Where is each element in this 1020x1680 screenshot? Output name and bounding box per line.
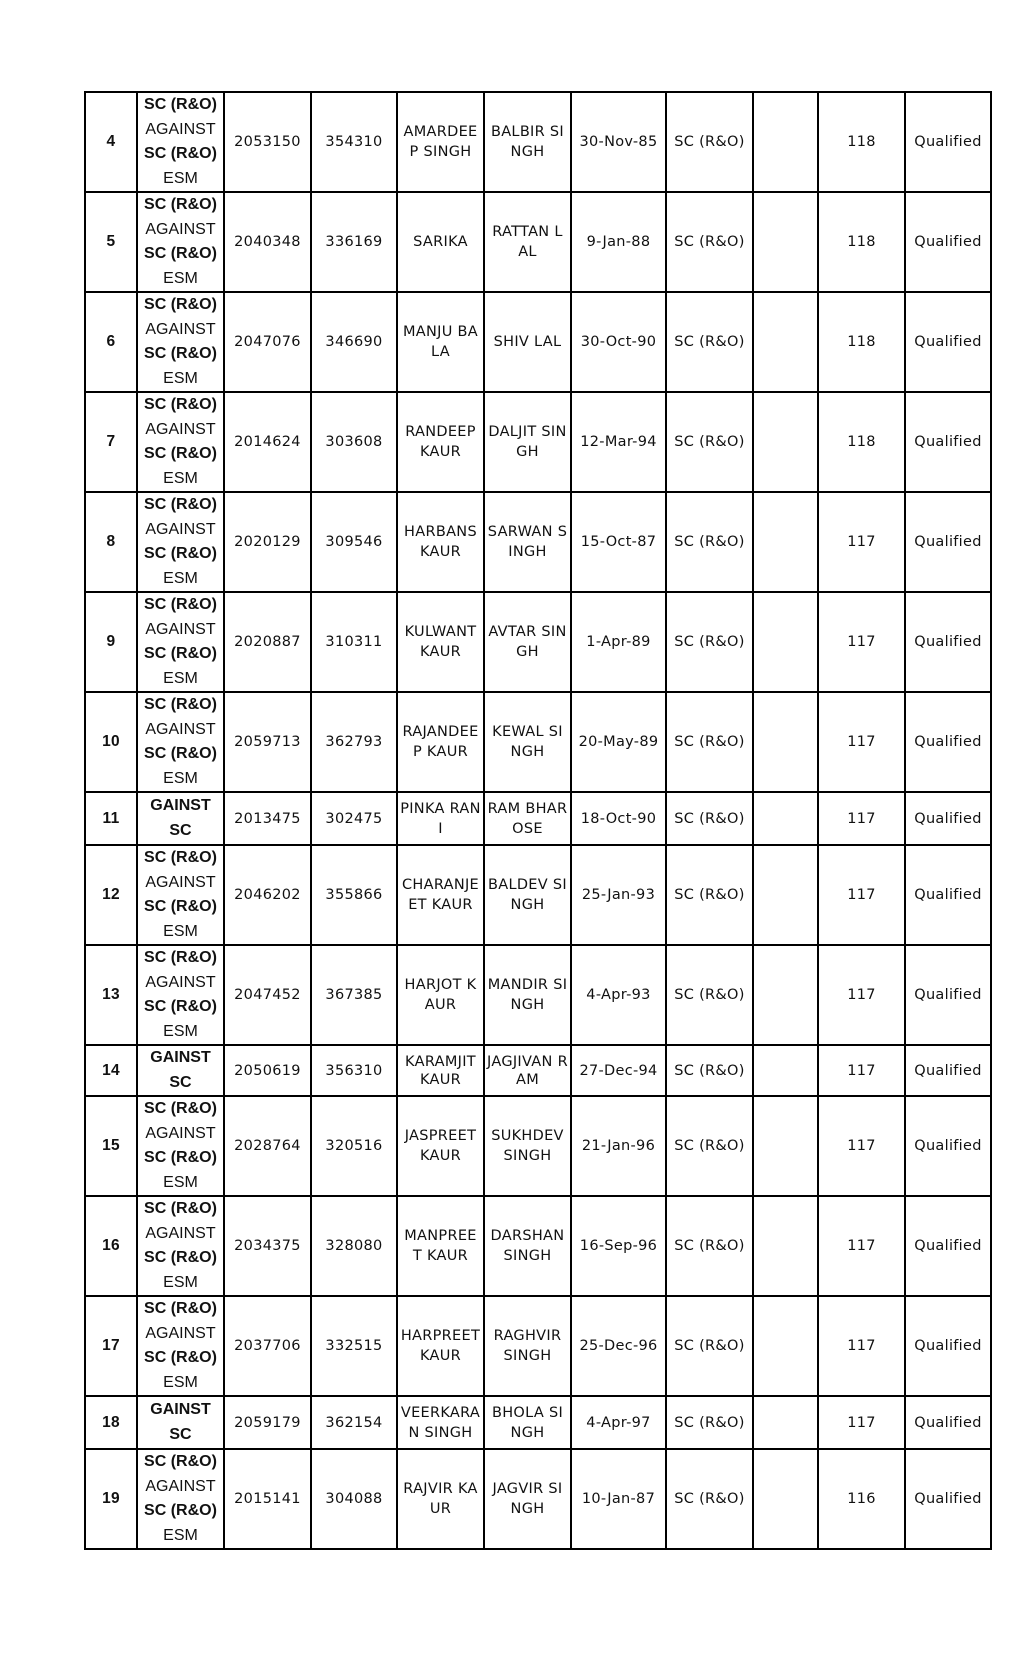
application-number-cell: 309546 (311, 492, 397, 592)
date-of-birth-cell: 20-May-89 (571, 692, 666, 792)
roll-number-cell: 2034375 (224, 1196, 311, 1296)
roll-number-cell: 2053150 (224, 92, 311, 192)
empty-cell (753, 192, 818, 292)
result-cell: Qualified (905, 1045, 991, 1096)
father-name-cell: RAM BHAROSE (484, 792, 571, 845)
table-row (85, 592, 991, 692)
category-line: AGAINST (145, 320, 216, 338)
roll-number-cell: 2040348 (224, 192, 311, 292)
base-category-cell: SC (R&O) (666, 692, 753, 792)
serial-number-cell: 15 (85, 1096, 137, 1196)
category-line: SC (R&O) (144, 949, 217, 966)
category-line: ESM (163, 922, 198, 940)
category-line: SC (R&O) (144, 1453, 217, 1470)
category-line: ESM (163, 469, 198, 487)
serial-number-cell: 10 (85, 692, 137, 792)
base-category-cell: SC (R&O) (666, 392, 753, 492)
category-line: AGAINST (145, 1324, 216, 1342)
category-line: ESM (163, 369, 198, 387)
table-row (85, 792, 991, 845)
father-name-cell: DARSHAN SINGH (484, 1196, 571, 1296)
serial-number-cell: 14 (85, 1045, 137, 1096)
empty-cell (753, 1396, 818, 1449)
result-cell: Qualified (905, 592, 991, 692)
candidate-name-cell: PINKA RANI (397, 792, 484, 845)
serial-number-cell: 8 (85, 492, 137, 592)
category-line: AGAINST (145, 873, 216, 891)
base-category-cell: SC (R&O) (666, 1449, 753, 1549)
empty-cell (753, 1449, 818, 1549)
candidate-name-cell: JASPREET KAUR (397, 1096, 484, 1196)
category-cell (137, 1045, 224, 1096)
application-number-cell: 302475 (311, 792, 397, 845)
category-line: SC (R&O) (144, 245, 217, 262)
result-cell: Qualified (905, 392, 991, 492)
marks-cell: 117 (818, 1296, 905, 1396)
category-line: SC (R&O) (144, 1100, 217, 1117)
base-category-cell: SC (R&O) (666, 592, 753, 692)
table-row (85, 1396, 991, 1449)
category-line: SC (R&O) (144, 898, 217, 915)
father-name-cell: JAGVIR SINGH (484, 1449, 571, 1549)
serial-number-cell: 5 (85, 192, 137, 292)
marks-cell: 117 (818, 792, 905, 845)
candidate-name-cell: MANPREET KAUR (397, 1196, 484, 1296)
category-line: SC (R&O) (144, 1300, 217, 1317)
category-cell (137, 1196, 224, 1296)
application-number-cell: 355866 (311, 845, 397, 945)
roll-number-cell: 2014624 (224, 392, 311, 492)
category-cell (137, 192, 224, 292)
base-category-cell: SC (R&O) (666, 845, 753, 945)
date-of-birth-cell: 27-Dec-94 (571, 1045, 666, 1096)
candidate-name-cell: HARPREET KAUR (397, 1296, 484, 1396)
result-cell: Qualified (905, 1449, 991, 1549)
empty-cell (753, 392, 818, 492)
date-of-birth-cell: 12-Mar-94 (571, 392, 666, 492)
roll-number-cell: 2015141 (224, 1449, 311, 1549)
marks-cell: 117 (818, 692, 905, 792)
roll-number-cell: 2047076 (224, 292, 311, 392)
category-line: SC (R&O) (144, 496, 217, 513)
category-cell (137, 292, 224, 392)
application-number-cell: 332515 (311, 1296, 397, 1396)
base-category-cell: SC (R&O) (666, 1196, 753, 1296)
category-line: AGAINST (145, 620, 216, 638)
date-of-birth-cell: 30-Oct-90 (571, 292, 666, 392)
category-line: SC (R&O) (144, 596, 217, 613)
category-line: SC (R&O) (144, 396, 217, 413)
roll-number-cell: 2047452 (224, 945, 311, 1045)
candidate-name-cell: RANDEEP KAUR (397, 392, 484, 492)
marks-cell: 117 (818, 592, 905, 692)
candidate-name-cell: HARBANS KAUR (397, 492, 484, 592)
base-category-cell: SC (R&O) (666, 792, 753, 845)
date-of-birth-cell: 4-Apr-93 (571, 945, 666, 1045)
table-row (85, 945, 991, 1045)
result-cell: Qualified (905, 1396, 991, 1449)
marks-cell: 118 (818, 392, 905, 492)
candidate-name-cell: KULWANT KAUR (397, 592, 484, 692)
application-number-cell: 310311 (311, 592, 397, 692)
father-name-cell: SARWAN SINGH (484, 492, 571, 592)
category-cell (137, 492, 224, 592)
category-line: SC (R&O) (144, 849, 217, 866)
marks-cell: 117 (818, 1396, 905, 1449)
category-cell (137, 792, 224, 845)
candidate-name-cell: SARIKA (397, 192, 484, 292)
category-cell (137, 1296, 224, 1396)
category-cell (137, 945, 224, 1045)
application-number-cell: 356310 (311, 1045, 397, 1096)
base-category-cell: SC (R&O) (666, 1045, 753, 1096)
category-line: SC (R&O) (144, 696, 217, 713)
application-number-cell: 362793 (311, 692, 397, 792)
candidate-name-cell: CHARANJEET KAUR (397, 845, 484, 945)
table-row (85, 392, 991, 492)
father-name-cell: DALJIT SINGH (484, 392, 571, 492)
category-cell (137, 692, 224, 792)
empty-cell (753, 92, 818, 192)
table-row (85, 1096, 991, 1196)
base-category-cell: SC (R&O) (666, 492, 753, 592)
category-line: SC (R&O) (144, 196, 217, 213)
base-category-cell: SC (R&O) (666, 92, 753, 192)
result-cell: Qualified (905, 492, 991, 592)
base-category-cell: SC (R&O) (666, 945, 753, 1045)
table-row (85, 1296, 991, 1396)
empty-cell (753, 1096, 818, 1196)
father-name-cell: RATTAN LAL (484, 192, 571, 292)
category-line: SC (R&O) (144, 545, 217, 562)
marks-cell: 117 (818, 1096, 905, 1196)
results-table (84, 91, 992, 1550)
category-line: SC (R&O) (144, 1200, 217, 1217)
candidate-name-cell: KARAMJIT KAUR (397, 1045, 484, 1096)
father-name-cell: RAGHVIR SINGH (484, 1296, 571, 1396)
category-cell (137, 392, 224, 492)
empty-cell (753, 492, 818, 592)
serial-number-cell: 18 (85, 1396, 137, 1449)
roll-number-cell: 2020129 (224, 492, 311, 592)
category-line: ESM (163, 1173, 198, 1191)
date-of-birth-cell: 1-Apr-89 (571, 592, 666, 692)
category-line: SC (R&O) (144, 445, 217, 462)
table-row (85, 292, 991, 392)
category-cell (137, 92, 224, 192)
date-of-birth-cell: 25-Dec-96 (571, 1296, 666, 1396)
base-category-cell: SC (R&O) (666, 192, 753, 292)
candidate-name-cell: MANJU BALA (397, 292, 484, 392)
result-cell: Qualified (905, 1196, 991, 1296)
table-row (85, 92, 991, 192)
empty-cell (753, 292, 818, 392)
serial-number-cell: 7 (85, 392, 137, 492)
category-line: AGAINST (145, 420, 216, 438)
category-line: SC (R&O) (144, 1249, 217, 1266)
father-name-cell: MANDIR SINGH (484, 945, 571, 1045)
roll-number-cell: 2059713 (224, 692, 311, 792)
date-of-birth-cell: 25-Jan-93 (571, 845, 666, 945)
father-name-cell: BHOLA SINGH (484, 1396, 571, 1449)
category-line: SC (R&O) (144, 645, 217, 662)
application-number-cell: 362154 (311, 1396, 397, 1449)
date-of-birth-cell: 15-Oct-87 (571, 492, 666, 592)
empty-cell (753, 592, 818, 692)
marks-cell: 117 (818, 845, 905, 945)
serial-number-cell: 9 (85, 592, 137, 692)
empty-cell (753, 1045, 818, 1096)
marks-cell: 117 (818, 1196, 905, 1296)
category-cell (137, 1096, 224, 1196)
result-cell: Qualified (905, 1096, 991, 1196)
category-cell (137, 1396, 224, 1449)
serial-number-cell: 4 (85, 92, 137, 192)
table-row (85, 845, 991, 945)
application-number-cell: 304088 (311, 1449, 397, 1549)
date-of-birth-cell: 16-Sep-96 (571, 1196, 666, 1296)
category-line: ESM (163, 1022, 198, 1040)
serial-number-cell: 16 (85, 1196, 137, 1296)
base-category-cell: SC (R&O) (666, 1096, 753, 1196)
father-name-cell: BALBIR SINGH (484, 92, 571, 192)
application-number-cell: 354310 (311, 92, 397, 192)
date-of-birth-cell: 30-Nov-85 (571, 92, 666, 192)
result-cell: Qualified (905, 192, 991, 292)
category-line: AGAINST (145, 720, 216, 738)
roll-number-cell: 2020887 (224, 592, 311, 692)
category-line: GAINST SC (150, 797, 211, 839)
application-number-cell: 328080 (311, 1196, 397, 1296)
category-line: SC (R&O) (144, 145, 217, 162)
candidate-name-cell: HARJOT KAUR (397, 945, 484, 1045)
result-cell: Qualified (905, 792, 991, 845)
marks-cell: 116 (818, 1449, 905, 1549)
empty-cell (753, 945, 818, 1045)
table-row (85, 1449, 991, 1549)
category-line: ESM (163, 669, 198, 687)
table-row (85, 692, 991, 792)
marks-cell: 117 (818, 1045, 905, 1096)
result-cell: Qualified (905, 845, 991, 945)
empty-cell (753, 1196, 818, 1296)
father-name-cell: BALDEV SINGH (484, 845, 571, 945)
father-name-cell: JAGJIVAN RAM (484, 1045, 571, 1096)
table-row (85, 192, 991, 292)
category-line: AGAINST (145, 1477, 216, 1495)
result-cell: Qualified (905, 292, 991, 392)
empty-cell (753, 792, 818, 845)
category-line: GAINST SC (150, 1401, 211, 1443)
category-line: AGAINST (145, 220, 216, 238)
application-number-cell: 320516 (311, 1096, 397, 1196)
category-line: SC (R&O) (144, 745, 217, 762)
candidate-name-cell: RAJVIR KAUR (397, 1449, 484, 1549)
application-number-cell: 346690 (311, 292, 397, 392)
base-category-cell: SC (R&O) (666, 1296, 753, 1396)
category-line: AGAINST (145, 520, 216, 538)
marks-cell: 117 (818, 492, 905, 592)
marks-cell: 118 (818, 292, 905, 392)
father-name-cell: SHIV LAL (484, 292, 571, 392)
marks-cell: 118 (818, 192, 905, 292)
table-row (85, 492, 991, 592)
result-cell: Qualified (905, 945, 991, 1045)
category-line: GAINST SC (150, 1049, 211, 1091)
candidate-name-cell: VEERKARAN SINGH (397, 1396, 484, 1449)
roll-number-cell: 2013475 (224, 792, 311, 845)
candidate-name-cell: RAJANDEEP KAUR (397, 692, 484, 792)
father-name-cell: SUKHDEV SINGH (484, 1096, 571, 1196)
empty-cell (753, 1296, 818, 1396)
category-cell (137, 845, 224, 945)
category-line: ESM (163, 269, 198, 287)
category-line: SC (R&O) (144, 345, 217, 362)
serial-number-cell: 11 (85, 792, 137, 845)
category-line: ESM (163, 769, 198, 787)
date-of-birth-cell: 4-Apr-97 (571, 1396, 666, 1449)
category-line: AGAINST (145, 1124, 216, 1142)
table-row (85, 1045, 991, 1096)
roll-number-cell: 2037706 (224, 1296, 311, 1396)
category-line: ESM (163, 1526, 198, 1544)
category-line: SC (R&O) (144, 1349, 217, 1366)
roll-number-cell: 2028764 (224, 1096, 311, 1196)
category-line: AGAINST (145, 1224, 216, 1242)
result-cell: Qualified (905, 1296, 991, 1396)
serial-number-cell: 12 (85, 845, 137, 945)
date-of-birth-cell: 9-Jan-88 (571, 192, 666, 292)
date-of-birth-cell: 21-Jan-96 (571, 1096, 666, 1196)
category-cell (137, 1449, 224, 1549)
serial-number-cell: 13 (85, 945, 137, 1045)
application-number-cell: 367385 (311, 945, 397, 1045)
serial-number-cell: 6 (85, 292, 137, 392)
category-line: SC (R&O) (144, 96, 217, 113)
base-category-cell: SC (R&O) (666, 1396, 753, 1449)
candidate-name-cell: AMARDEEP SINGH (397, 92, 484, 192)
category-line: SC (R&O) (144, 296, 217, 313)
application-number-cell: 336169 (311, 192, 397, 292)
serial-number-cell: 19 (85, 1449, 137, 1549)
serial-number-cell: 17 (85, 1296, 137, 1396)
empty-cell (753, 845, 818, 945)
category-cell (137, 592, 224, 692)
marks-cell: 118 (818, 92, 905, 192)
marks-cell: 117 (818, 945, 905, 1045)
date-of-birth-cell: 10-Jan-87 (571, 1449, 666, 1549)
roll-number-cell: 2059179 (224, 1396, 311, 1449)
empty-cell (753, 692, 818, 792)
result-cell: Qualified (905, 692, 991, 792)
category-line: ESM (163, 169, 198, 187)
category-line: AGAINST (145, 973, 216, 991)
category-line: SC (R&O) (144, 1149, 217, 1166)
table-row (85, 1196, 991, 1296)
result-cell: Qualified (905, 92, 991, 192)
father-name-cell: KEWAL SINGH (484, 692, 571, 792)
category-line: ESM (163, 569, 198, 587)
category-line: SC (R&O) (144, 1502, 217, 1519)
category-line: AGAINST (145, 120, 216, 138)
category-line: SC (R&O) (144, 998, 217, 1015)
roll-number-cell: 2046202 (224, 845, 311, 945)
base-category-cell: SC (R&O) (666, 292, 753, 392)
father-name-cell: AVTAR SINGH (484, 592, 571, 692)
application-number-cell: 303608 (311, 392, 397, 492)
roll-number-cell: 2050619 (224, 1045, 311, 1096)
category-line: ESM (163, 1373, 198, 1391)
category-line: ESM (163, 1273, 198, 1291)
date-of-birth-cell: 18-Oct-90 (571, 792, 666, 845)
